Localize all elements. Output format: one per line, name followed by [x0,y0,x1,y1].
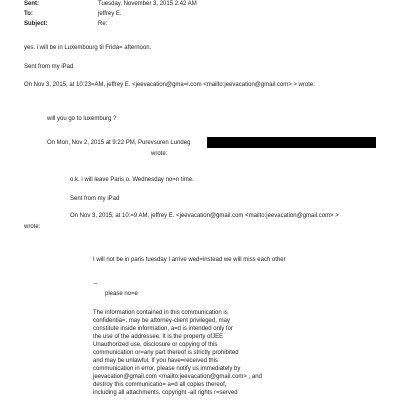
disclaimer-line: The information contained in this communication is [93,310,228,316]
disclaimer-line: communication or=any part thereof is strictly prohibited [93,350,239,356]
disclaimer-line: jeevacation@gmail.com <mailto:jeevacation@gmail.com> , and [93,374,262,380]
message1-quote-header: On Nov 3, 2015, at 10:23=AM, jeffrey E. <jeevacation@gma=l.com <mailto:jeevacation@gmail.com> > wrote: [24,82,315,88]
message3-quote-wrote: wrote: [24,224,41,230]
disclaimer-line: constitute inside information, a=d is intended only for [93,326,233,332]
message1-body: yes. i will be in Luxembourg til Frida= afternoon. [24,45,152,51]
message3-quote-header: On Nov 3, 2015, at 10:=9 AM, jeffrey E. <jeevacation@gmail.com <mailto:jeevacation@gmail.com> > [70,213,339,219]
message2-quote-wrote: wrote: [151,151,168,157]
disclaimer-line: Unauthorized use, disclosure or copying of this [93,342,218,348]
to-label: To: [24,11,33,17]
sent-value: Tuesday, November 3, 2015 2:42 AM [98,1,197,7]
disclaimer-line: confidentia=, may be attorney-client privileged, may [93,318,230,324]
message3-body: o.k. i will leave Paris o. Wednesday no=n time. [70,177,194,183]
message4-body: I will not be in paris tuesday I arrive wed=instead we will miss each other [93,257,286,263]
subject-label: Subject: [24,21,48,27]
signature-separator: -- [93,281,97,287]
message2-body: will you go to luxemburg ? [47,116,117,122]
disclaimer-line: communication in error, please notify us immediately by [93,366,241,372]
message3-signature: Sent from my iPad [70,196,120,202]
to-value: jeffrey E. [98,11,122,17]
sent-label: Sent: [24,1,39,7]
signature-name: please no=e [105,291,138,297]
message2-quote-header: On Mon, Nov 2, 2015 at 9:22 PM, Purevsuren Lundeg [47,140,191,146]
disclaimer-line: the use of the addressee. It is the property ofJEE [93,334,224,340]
disclaimer-line: including all attachments. copyright -all rights r=served [93,390,238,396]
message1-signature: Sent from my iPad [24,64,74,70]
disclaimer-line: and may be unlawful. If you have=received this [93,358,218,364]
redaction-block [207,137,376,148]
disclaimer-line: destroy this communicatio= a=d all copies thereof, [93,382,227,388]
subject-value: Re: [98,21,108,27]
